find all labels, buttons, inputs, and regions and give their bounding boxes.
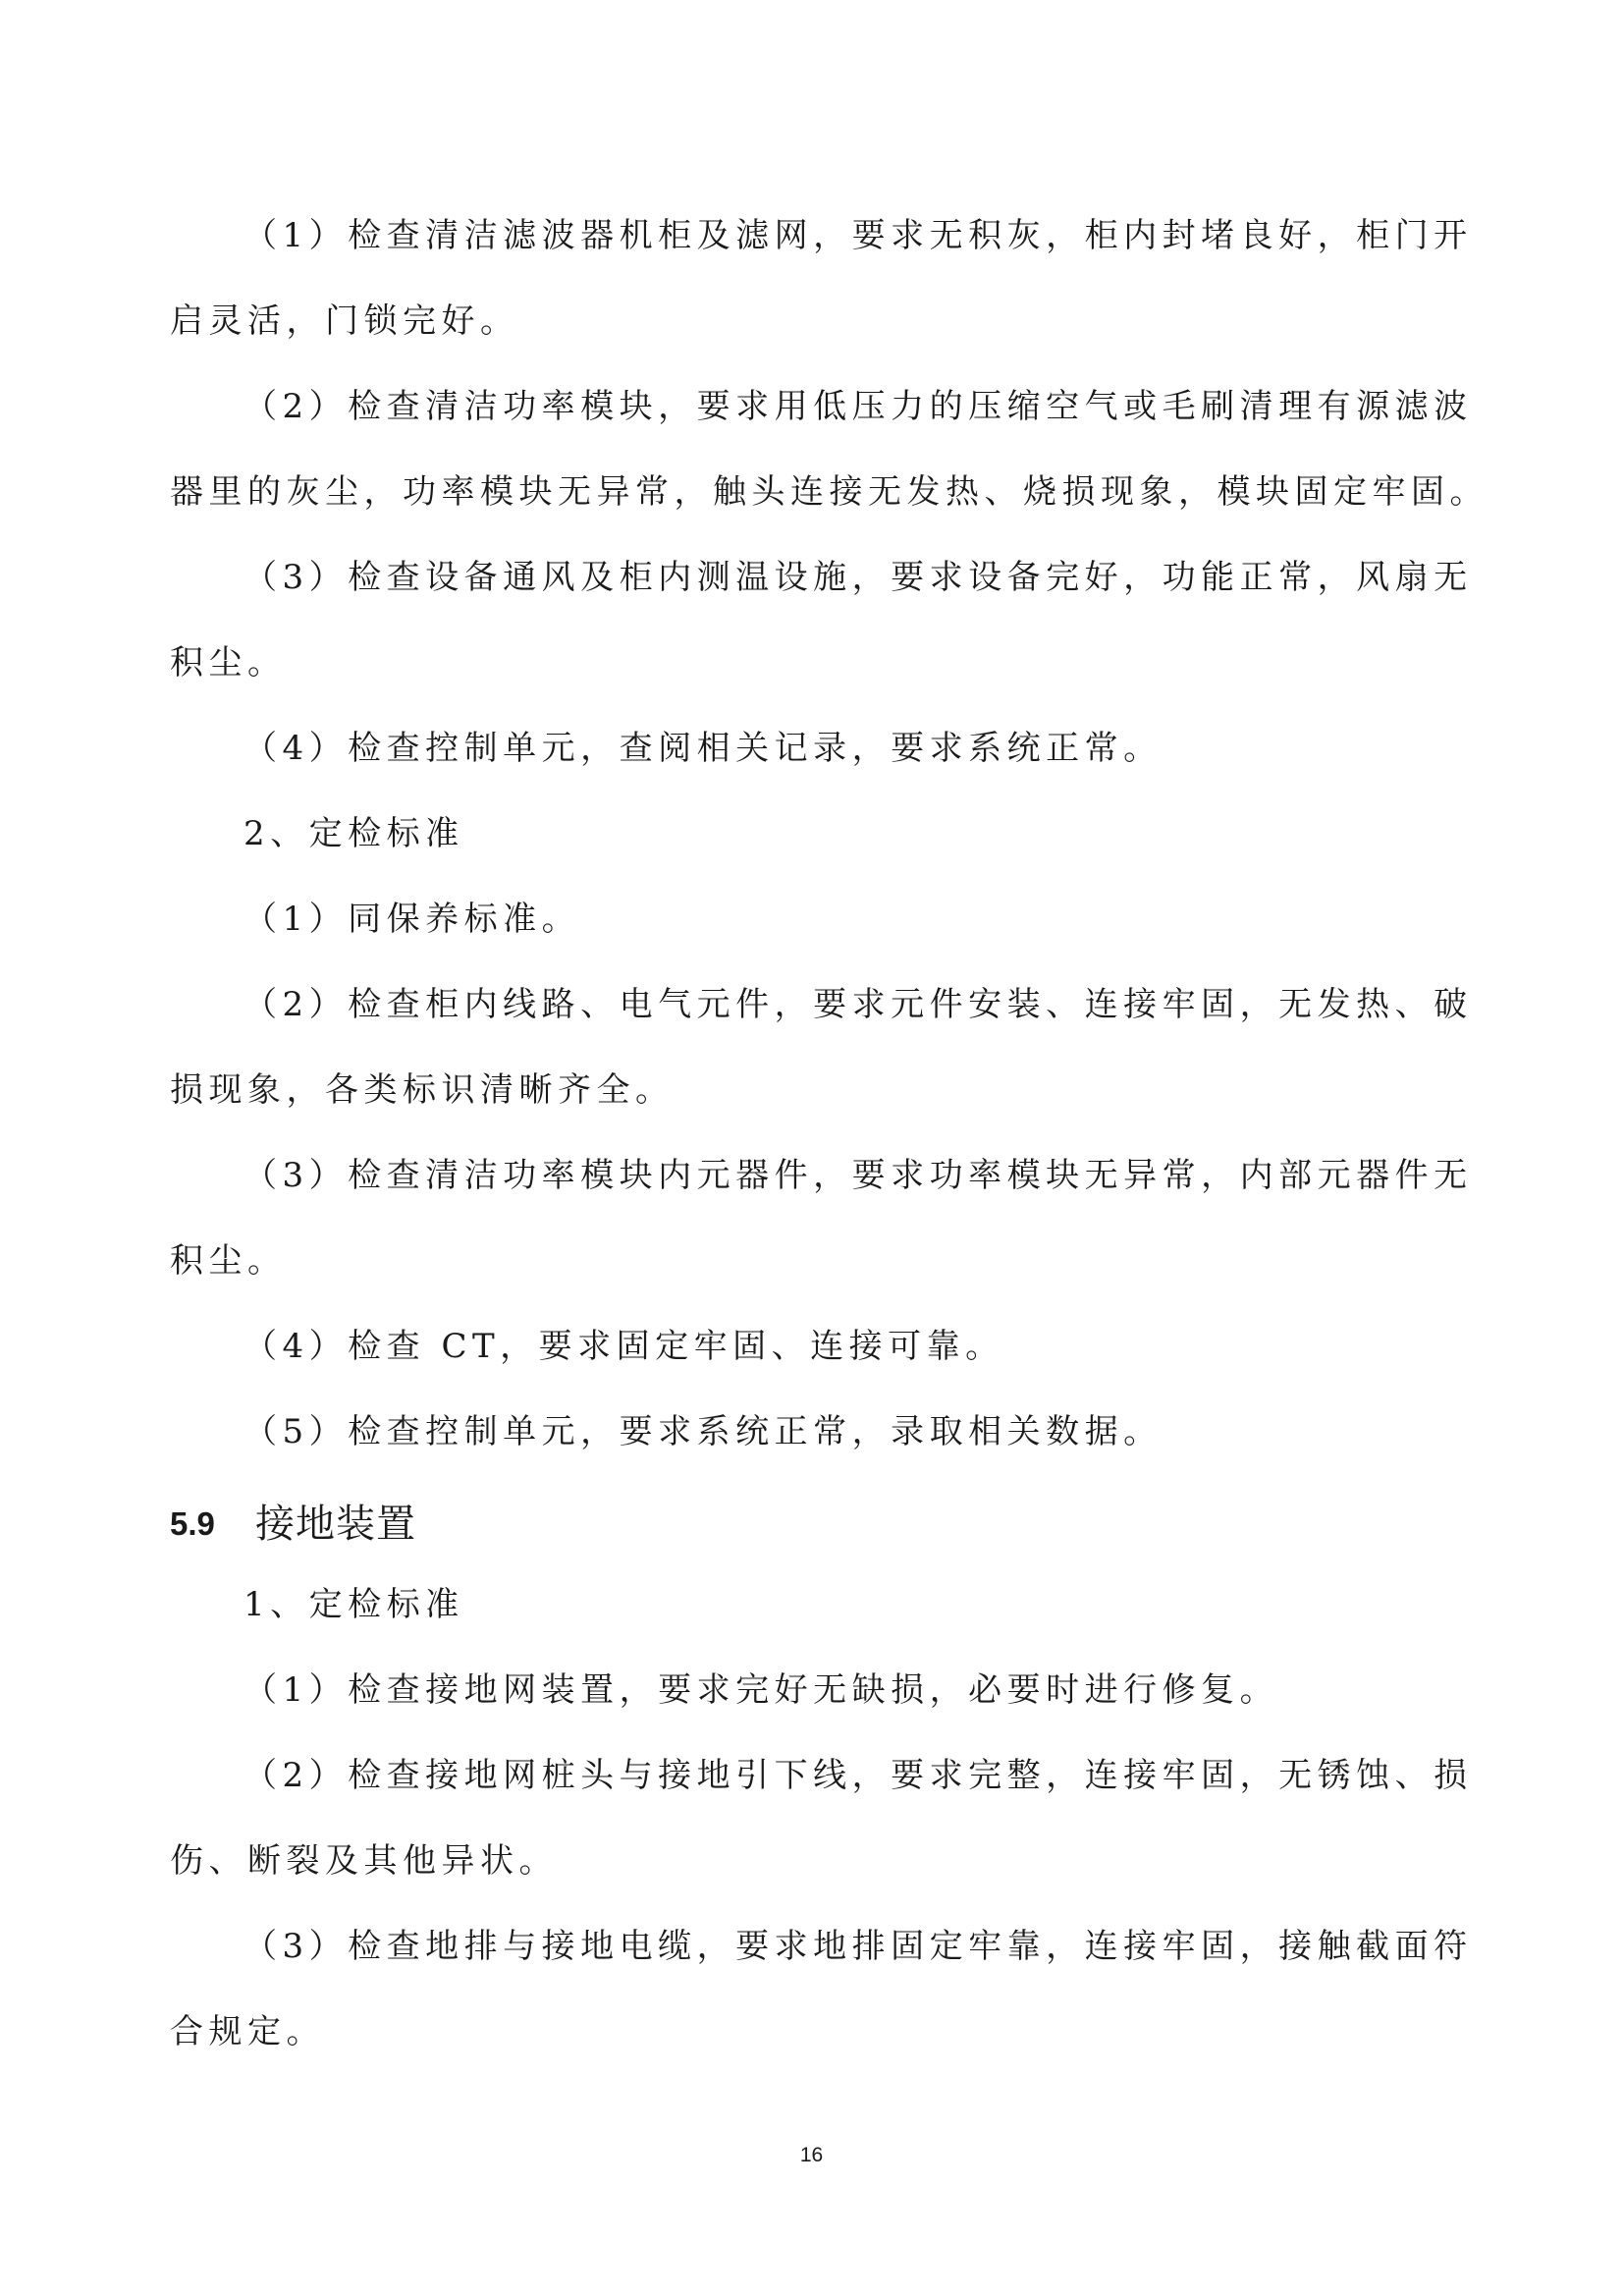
page-number: 16 <box>799 2144 824 2166</box>
subsection-title: 2、定检标准 <box>243 814 464 853</box>
paragraph-line: （3）检查地排与接地电缆，要求地排固定牢靠，连接牢固，接触截面符 <box>243 1927 1473 1966</box>
paragraph-line: 伤、断裂及其他异状。 <box>170 1841 558 1881</box>
paragraph-line: （5）检查控制单元，要求系统正常，录取相关数据。 <box>243 1412 1163 1451</box>
paragraph-line: 损现象，各类标识清晰齐全。 <box>170 1070 675 1110</box>
paragraph-line: 启灵活，门锁完好。 <box>170 301 519 341</box>
paragraph-line: （3）检查清洁功率模块内元器件，要求功率模块无异常，内部元器件无 <box>243 1156 1473 1195</box>
paragraph-line: （2）检查接地网桩头与接地引下线，要求完整，连接牢固，无锈蚀、损 <box>243 1756 1473 1795</box>
paragraph-line: （2）检查清洁功率模块，要求用低压力的压缩空气或毛刷清理有源滤波 <box>243 387 1473 426</box>
paragraph-line: 积尘。 <box>170 1241 287 1281</box>
paragraph-line: （1）同保养标准。 <box>243 900 581 939</box>
paragraph-line: （2）检查柜内线路、电气元件，要求元件安装、连接牢固，无发热、破 <box>243 985 1473 1024</box>
paragraph-line: （1）检查接地网装置，要求完好无缺损，必要时进行修复。 <box>243 1670 1279 1710</box>
subsection-title: 1、定检标准 <box>243 1585 464 1624</box>
paragraph-line: 合规定。 <box>170 2012 325 2051</box>
paragraph-line: （1）检查清洁滤波器机柜及滤网，要求无积灰，柜内封堵良好，柜门开 <box>243 216 1473 255</box>
paragraph-line: 积尘。 <box>170 643 287 683</box>
paragraph-line: （3）检查设备通风及柜内测温设施，要求设备完好，功能正常，风扇无 <box>243 558 1473 597</box>
paragraph-line: 器里的灰尘，功率模块无异常，触头连接无发热、烧损现象，模块固定牢固。 <box>170 472 1488 512</box>
paragraph-line: （4）检查 CT，要求固定牢固、连接可靠。 <box>243 1327 1004 1366</box>
section-title: 接地装置 <box>255 1502 416 1547</box>
section-number: 5.9 <box>170 1505 215 1542</box>
paragraph-line: （4）检查控制单元，查阅相关记录，要求系统正常。 <box>243 729 1163 768</box>
